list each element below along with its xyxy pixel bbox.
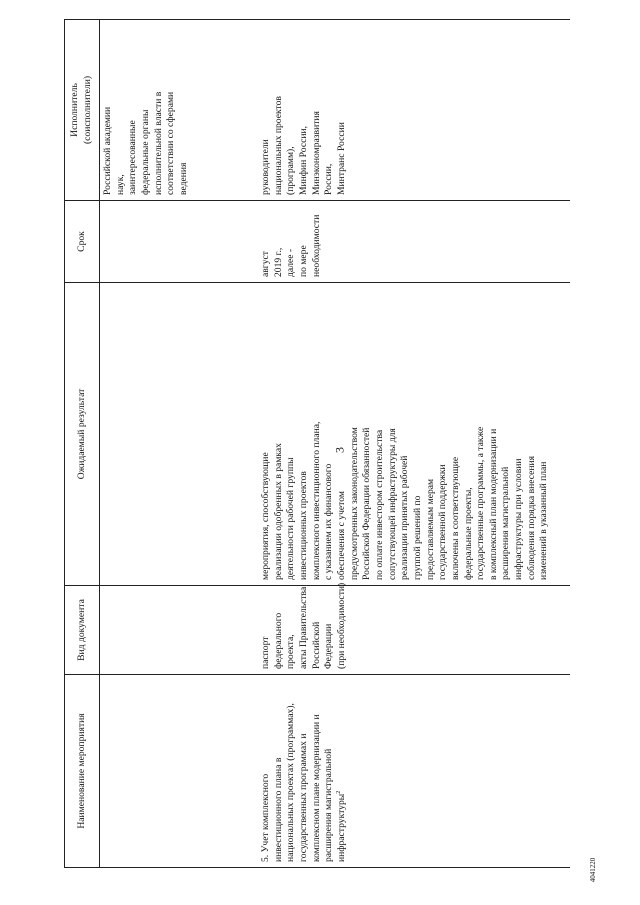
row2-executor-line: (программ),: [285, 146, 297, 195]
row1-executor-line: исполнительной власти в: [152, 91, 164, 195]
table-header-row: [65, 20, 100, 868]
row2-result-line: включены в соответствующие: [449, 456, 461, 580]
row2-doc-line: паспорт: [260, 636, 271, 669]
row2-name-line: комплексном плане модернизации и: [310, 714, 322, 862]
row1-executor: [100, 20, 255, 201]
row1-executor-line: Российской академии: [102, 106, 113, 195]
header-doc: Вид документа: [65, 586, 100, 675]
row2-term: [254, 201, 570, 283]
row2-executor-line: Минэкономразвития: [310, 111, 322, 195]
row2-result-line: Российской Федерации обязанностей: [361, 427, 373, 580]
table-landscape: [64, 20, 564, 868]
header-executor: [65, 20, 100, 201]
row2-result-line: мероприятия, способствующие: [260, 452, 271, 580]
row2-name-last-line: [336, 680, 349, 862]
header-name: Наименование мероприятия: [65, 675, 100, 868]
rotated-table-container: [64, 20, 564, 868]
row1-doc: [100, 586, 255, 675]
row1-term: [100, 201, 255, 283]
row2-doc-line: Федерации: [323, 623, 335, 669]
row2-result-line: сопутствующей инфраструктуры для: [386, 428, 398, 580]
row2-executor-line: руководители: [260, 139, 271, 195]
row2-result-line: обеспечения с учетом: [335, 491, 347, 580]
row2-term-line: далее -: [285, 248, 297, 277]
row2-result-line: инфраструктуры при условии: [513, 458, 525, 580]
row2-doc-line: Российской: [310, 621, 322, 669]
row2-result-line: расширения магистральной: [500, 466, 512, 580]
row2-name-line: государственных программах и: [297, 733, 309, 862]
row2-executor-line: Минфин России,: [297, 126, 309, 195]
row2-result-line: реализации одобренных в рамках: [272, 443, 284, 580]
row2-result-line: реализации принятых рабочей: [399, 455, 411, 580]
row2-doc-line: (при необходимости): [335, 582, 347, 669]
row2-name-line: национальных проектах (программах),: [285, 703, 297, 862]
row1-result: [100, 283, 255, 586]
row1-executor-line: заинтересованные: [127, 120, 139, 195]
header-executor-sub: (соисполнители): [82, 75, 93, 145]
row2-result-line: группой решений по: [411, 495, 423, 580]
row2-result-line: деятельности рабочей группы: [285, 457, 297, 580]
row2-doc-line: федерального: [272, 612, 284, 669]
row2-term-line: 2019 г.,: [272, 247, 284, 277]
row2-result-line: с указанием их финансового: [323, 463, 335, 580]
row2-result-line: соблюдения порядка внесения: [525, 455, 537, 580]
row2-name-line: инвестиционного плана в: [272, 757, 284, 862]
row2-result-line: в комплексный план модернизации и: [487, 428, 499, 580]
row2-result-line: комплексного инвестиционного плана,: [310, 421, 322, 580]
row2-result-line: предоставляемым мерам: [424, 478, 436, 580]
row2-result: [254, 283, 570, 586]
header-term: Срок: [65, 201, 100, 283]
row2-name: [254, 675, 570, 868]
row2-executor-line: Минтранс России: [335, 122, 347, 195]
row2-term-line: необходимости: [310, 214, 322, 277]
row2-executor-line: России,: [323, 163, 335, 195]
document-code: 4041220: [589, 857, 597, 883]
row1-executor-line: наук,: [114, 174, 126, 195]
page-number: 3: [332, 447, 347, 453]
row2-term-line: август: [260, 251, 271, 277]
row2-result-line: государственной поддержки: [437, 464, 449, 580]
row1-name: [100, 675, 255, 868]
header-result: Ожидаемый результат: [65, 283, 100, 586]
row2-result-line: предусмотренных законодательством: [348, 427, 360, 580]
row2-result-line: государственные программы, а также: [475, 426, 487, 580]
row2-doc-line: акты Правительства: [297, 586, 309, 669]
row2-doc-line: проекта,: [285, 634, 297, 669]
row2-name-line: 5. Учет комплексного: [260, 773, 271, 862]
row2-result-line: по оплате инвестором строительства: [373, 429, 385, 580]
row2-result-line: инвестиционных проектов: [297, 471, 309, 580]
row2-executor-line: национальных проектов: [272, 96, 284, 195]
header-executor-label: Исполнитель: [69, 83, 81, 137]
row2-doc: [254, 582, 570, 675]
row2-result-line: изменений в указанный план: [538, 461, 550, 580]
row1-executor-line: федеральные органы: [139, 109, 151, 195]
footnote-marker: 2: [335, 790, 342, 794]
table-row: [100, 20, 255, 868]
action-plan-table: [64, 19, 570, 868]
row2-name-line: инфраструктуры: [335, 793, 347, 862]
row1-executor-line: соответствии со сферами: [165, 91, 177, 195]
row1-executor-line: ведения: [177, 162, 189, 195]
row2-name-line: расширения магистральной: [323, 748, 335, 862]
row2-result-line: федеральные проекты,: [462, 487, 474, 580]
table-row: [254, 20, 570, 868]
row2-term-line: по мере: [297, 245, 309, 277]
row2-executor: [254, 20, 570, 201]
